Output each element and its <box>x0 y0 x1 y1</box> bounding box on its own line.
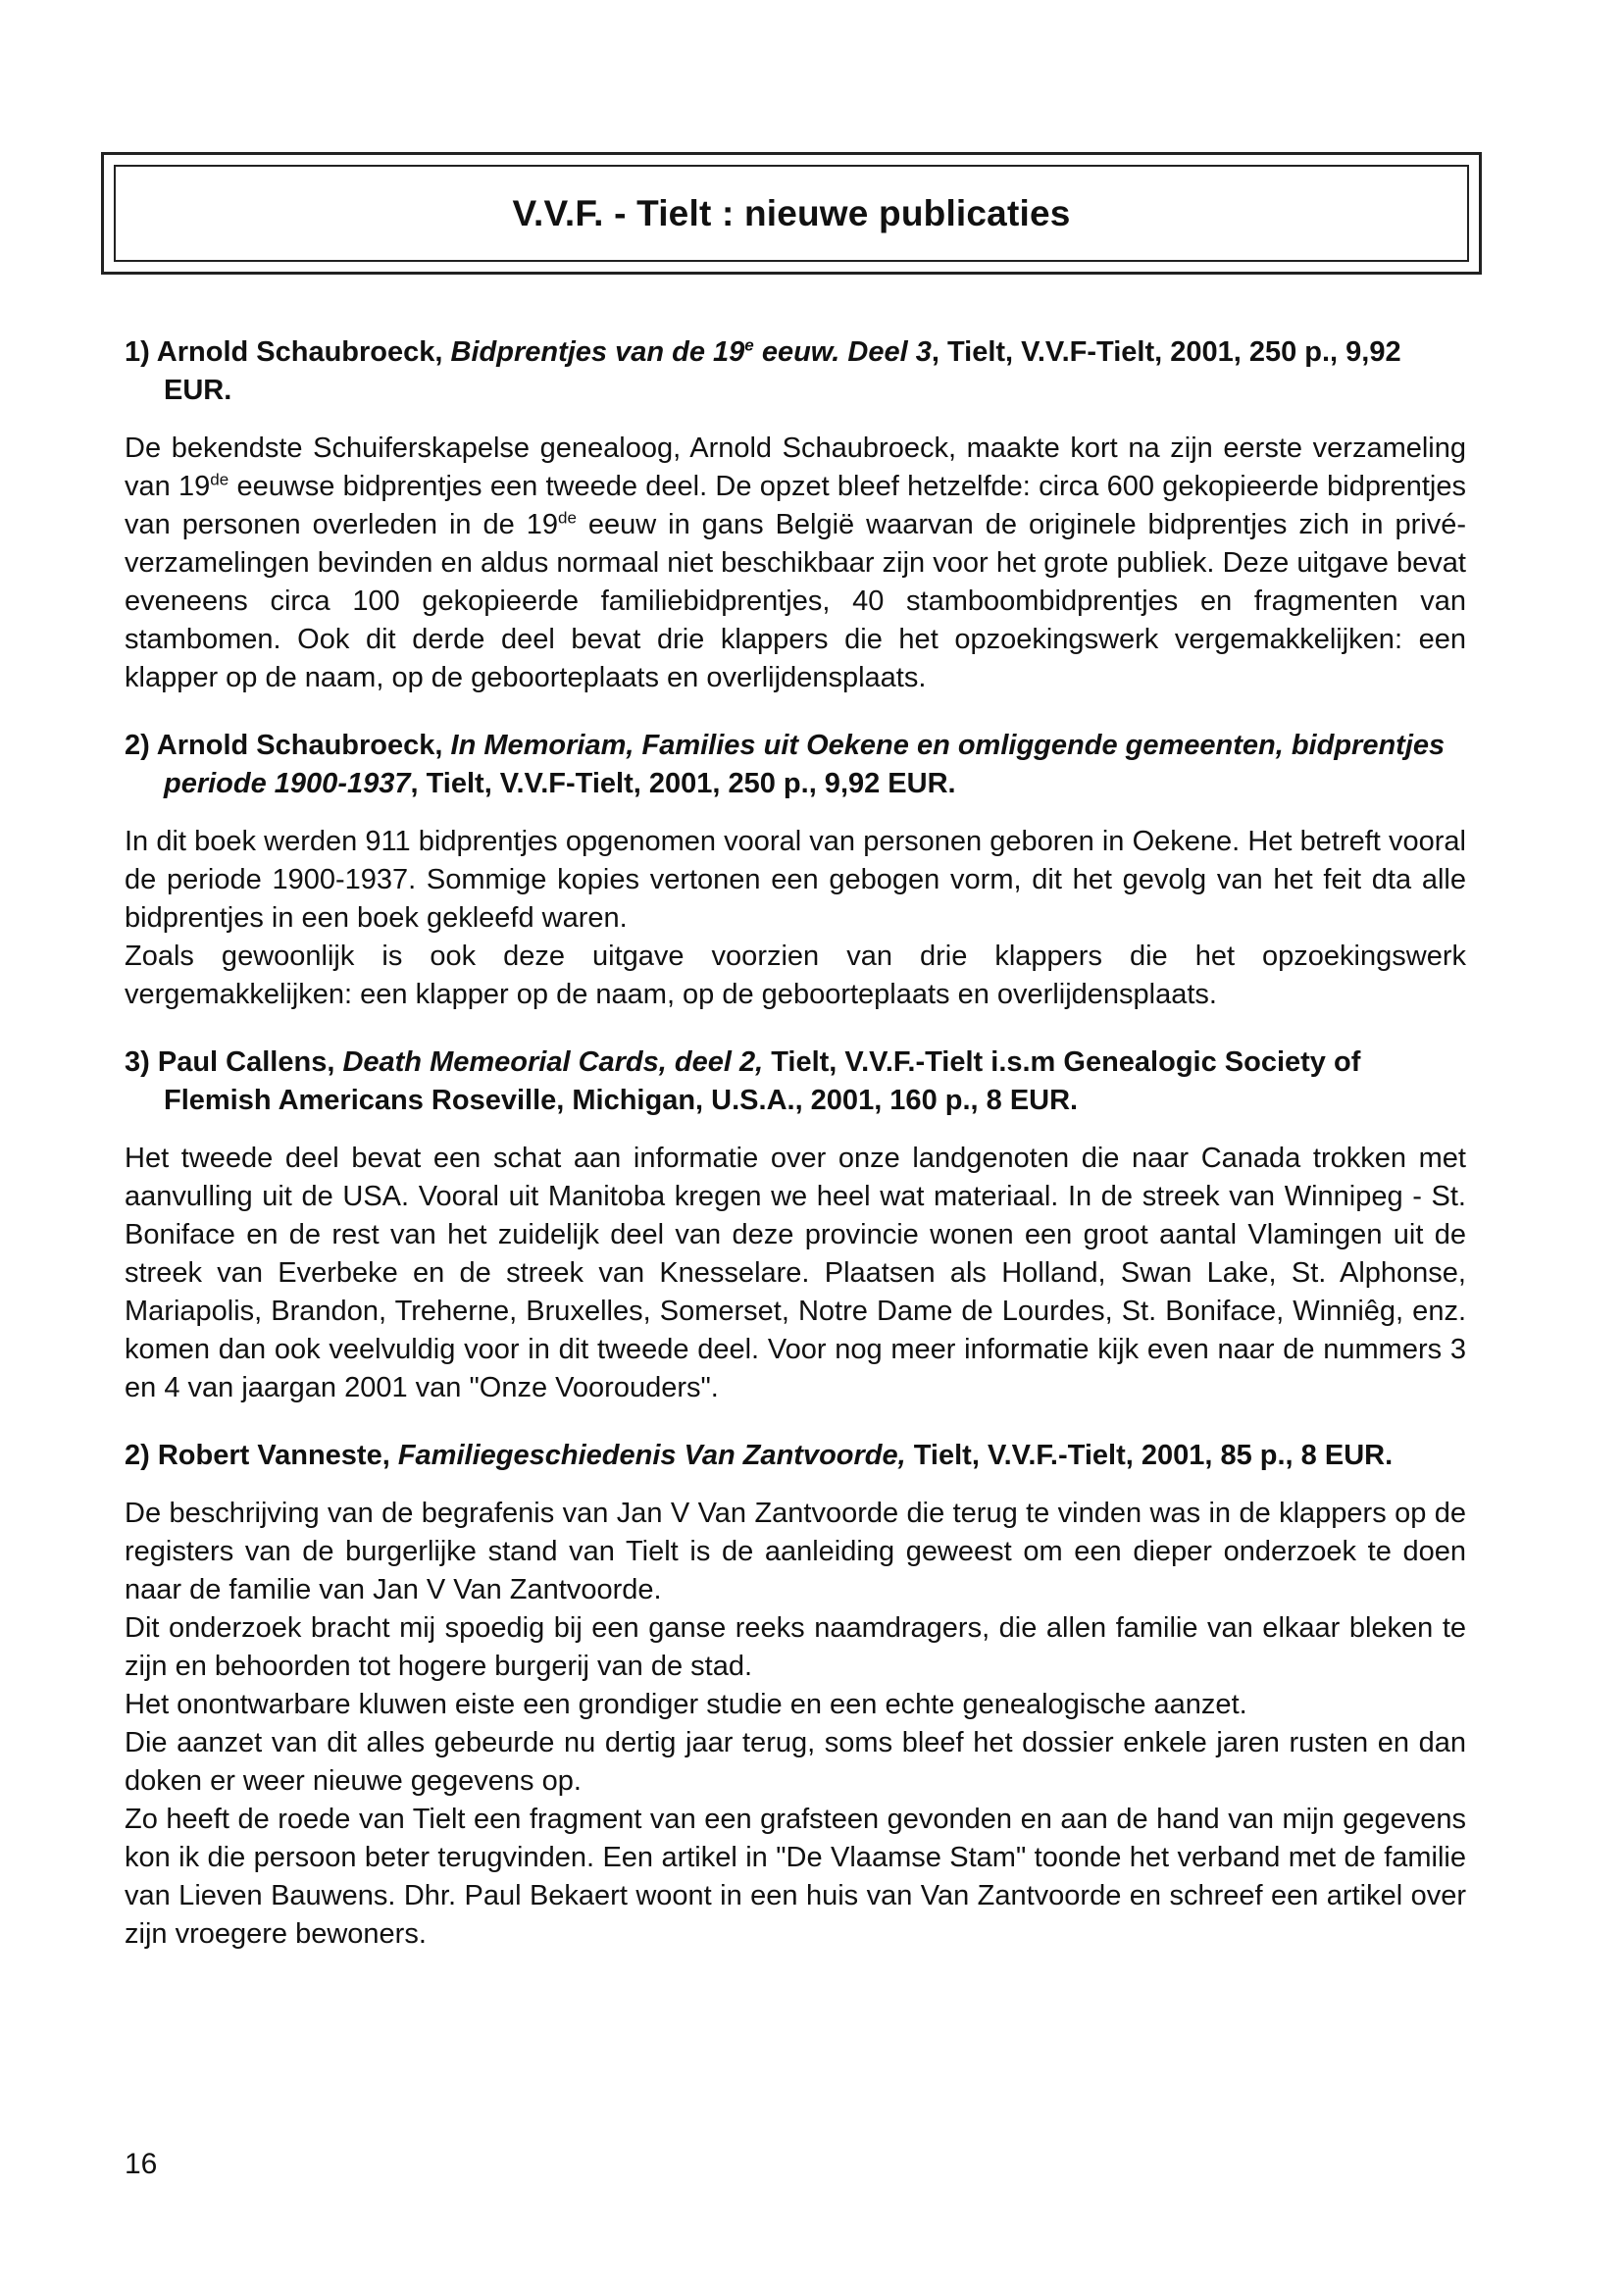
title-box-inner <box>114 165 1469 262</box>
entry-author: Robert Vanneste, <box>157 1440 390 1471</box>
entry-details: Tielt, V.V.F.-Tielt, 2001, 85 p., 8 EUR. <box>905 1440 1394 1471</box>
publication-entry-4 <box>125 1437 1466 1954</box>
entry-paragraph: De beschrijving van de begrafenis van Jan V Van Zantvoorde die terug te vinden was in de klappers op de registers van de burgerlijke stand van Tielt is de aanleiding geweest om een dieper onderzoek te doen naar de familie van Jan V Van Zantvoorde. <box>125 1498 1466 1605</box>
entry-title: Familiegeschiedenis Van Zantvoorde, <box>397 1440 906 1471</box>
publication-entry-2 <box>125 727 1466 1014</box>
entry-number: 3) <box>125 1046 150 1078</box>
entry-author: Arnold Schaubroeck, <box>156 336 443 368</box>
entry-title: Death Memeorial Cards, deel 2, <box>342 1046 764 1078</box>
page-title: V.V.F. - Tielt : nieuwe publicaties <box>512 192 1071 233</box>
entry-details: Tielt, V.V.F.-Tielt i.s.m Genealogic Society of Flemish Americans Roseville, Michigan, U.S.A., 2001, 160 p., 8 EUR. <box>164 1046 1361 1116</box>
entry-author: Paul Callens, <box>157 1046 335 1078</box>
entry-paragraph: Zo heeft de roede van Tielt een fragment van een grafsteen gevonden en aan de hand van mijn gegevens kon ik die persoon beter terugvinden. Een artikel in "De Vlaamse Stam" toonde het verband met de familie van Lieven Bauwens. Dhr. Paul Bekaert woont in een huis van Van Zantvoorde en schreef een artikel over zijn vroegere bewoners. <box>125 1804 1466 1950</box>
entry-heading <box>125 1437 1466 1475</box>
publication-list <box>125 333 1466 1983</box>
entry-title: Bidprentjes van de 19e eeuw. Deel 3 <box>450 335 932 368</box>
publication-entry-3 <box>125 1044 1466 1407</box>
entry-paragraph: Die aanzet van dit alles gebeurde nu dertig jaar terug, soms bleef het dossier enkele jaren rusten en dan doken er weer nieuwe gegevens op. <box>125 1727 1466 1797</box>
entry-heading <box>125 333 1466 410</box>
entry-author: Arnold Schaubroeck, <box>156 730 443 761</box>
page-number: 16 <box>125 2148 158 2180</box>
entry-paragraph: Dit onderzoek bracht mij spoedig bij een ganse reeks naamdragers, die allen familie van elkaar bleken te zijn en behoorden tot hogere burgerij van de stad. <box>125 1612 1466 1682</box>
entry-paragraph: In dit boek werden 911 bidprentjes opgenomen vooral van personen geboren in Oekene. Het betreft vooral de periode 1900-1937. Sommige kopies vertonen een gebogen vorm, dit het gevolg van het feit dta alle bidprentjes in een boek gekleefd waren. <box>125 826 1466 934</box>
entry-paragraph: Het onontwarbare kluwen eiste een grondiger studie en een echte genealogische aanzet. <box>125 1689 1247 1720</box>
entry-paragraph: De bekendste Schuiferskapelse genealoog, Arnold Schaubroeck, maakte kort na zijn eerste verzameling van 19de eeuwse bidprentjes een tweede deel. De opzet bleef hetzelfde: circa 600 gekopieerde bidprentjes van personen overleden in de 19de eeuw in gans België waarvan de originele bidprentjes zich in privé-verzamelingen bevinden en aldus normaal niet beschikbaar zijn voor het grote publiek. Deze uitgave bevat eveneens circa 100 gekopieerde familiebidprentjes, 40 stamboombidprentjes en fragmenten van stambomen. Ook dit derde deel bevat drie klappers die het opzoekingswerk vergemakkelijken: een klapper op de naam, op de geboorteplaats en overlijdensplaats. <box>125 433 1466 693</box>
entry-number: 2) <box>125 1440 150 1471</box>
entry-heading <box>125 727 1466 803</box>
entry-number: 2) <box>125 730 150 761</box>
publication-entry-1 <box>125 333 1466 697</box>
entry-number: 1) <box>125 336 150 368</box>
entry-paragraph: Zoals gewoonlijk is ook deze uitgave voorzien van drie klappers die het opzoekingswerk vergemakkelijken: een klapper op de naam, op de geboorteplaats en overlijdensplaats. <box>125 941 1466 1010</box>
entry-details: , Tielt, V.V.F-Tielt, 2001, 250 p., 9,92 EUR. <box>164 336 1401 406</box>
entry-details: , Tielt, V.V.F-Tielt, 2001, 250 p., 9,92 EUR. <box>410 768 956 799</box>
entry-paragraph: Het tweede deel bevat een schat aan informatie over onze landgenoten die naar Canada trokken met aanvulling uit de USA. Vooral uit Manitoba kregen we heel wat materiaal. In de streek van Winnipeg - St. Boniface en de rest van het zuidelijk deel van deze provincie wonen een groot aantal Vlamingen uit de streek van Everbeke en de streek van Knesselare. Plaatsen als Holland, Swan Lake, St. Alphonse, Mariapolis, Brandon, Treherne, Bruxelles, Somerset, Notre Dame de Lourdes, St. Boniface, Winniêg, enz. komen dan ook veelvuldig voor in dit tweede deel. Voor nog meer informatie kijk even naar de nummers 3 en 4 van jaargan 2001 van "Onze Voorouders". <box>125 1143 1466 1403</box>
entry-heading <box>125 1044 1466 1120</box>
title-box <box>101 152 1482 275</box>
entry-title: In Memoriam, Families uit Oekene en omliggende gemeenten, bidprentjes periode 1900-1937 <box>164 730 1446 799</box>
